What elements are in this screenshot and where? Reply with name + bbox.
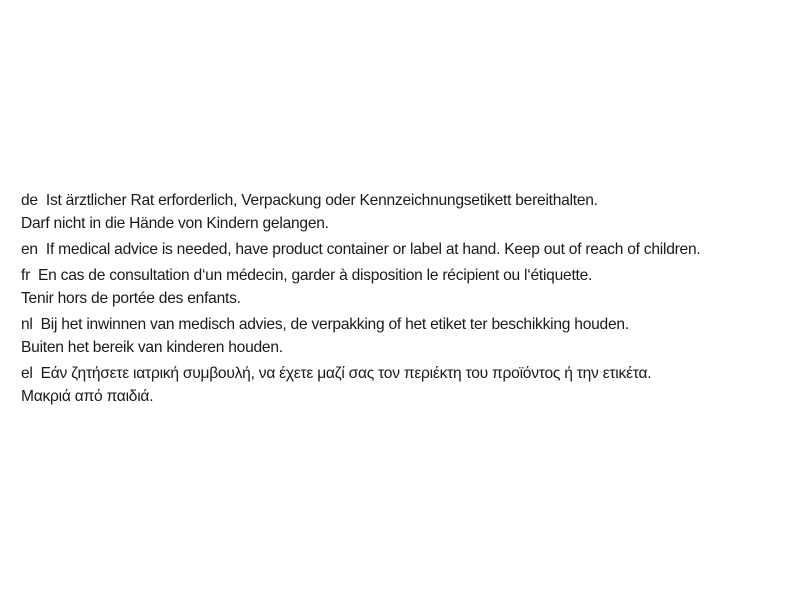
warning-text: Ist ärztlicher Rat erforderlich, Verpackung oder Kennzeichnungsetikett bereithalten. bbox=[45, 192, 598, 209]
language-code-fr: fr bbox=[21, 267, 31, 284]
warning-line bbox=[21, 362, 796, 385]
language-code-de: de bbox=[21, 192, 38, 209]
language-code-el: el bbox=[21, 365, 33, 382]
warning-line: Darf nicht in die Hände von Kindern gelangen. bbox=[21, 215, 329, 232]
warning-line: Tenir hors de portée des enfants. bbox=[21, 290, 241, 307]
language-code-nl: nl bbox=[21, 316, 33, 333]
warning-line bbox=[21, 264, 796, 287]
warning-block-fr bbox=[21, 264, 796, 310]
warning-line: Μακριά από παιδιά. bbox=[21, 388, 154, 405]
warning-line bbox=[21, 313, 796, 336]
warning-block-en bbox=[21, 238, 796, 261]
precautionary-statements bbox=[21, 189, 796, 408]
warning-line: Buiten het bereik van kinderen houden. bbox=[21, 339, 283, 356]
warning-block-el bbox=[21, 362, 796, 408]
warning-line bbox=[21, 189, 796, 212]
warning-text: Bij het inwinnen van medisch advies, de verpakking of het etiket ter beschikking houden. bbox=[40, 316, 629, 333]
warning-text: If medical advice is needed, have product container or label at hand. Keep out of reach of children. bbox=[45, 241, 701, 258]
warning-block-nl bbox=[21, 313, 796, 359]
warning-block-de bbox=[21, 189, 796, 235]
warning-text: Εάν ζητήσετε ιατρική συμβουλή, να έχετε μαζί σας τον περιέκτη του προϊόντος ή την ετικέτα. bbox=[40, 365, 652, 382]
language-code-en: en bbox=[21, 241, 38, 258]
warning-line bbox=[21, 238, 796, 261]
warning-text: En cas de consultation d‘un médecin, garder à disposition le récipient ou l‘étiquette. bbox=[38, 267, 593, 284]
